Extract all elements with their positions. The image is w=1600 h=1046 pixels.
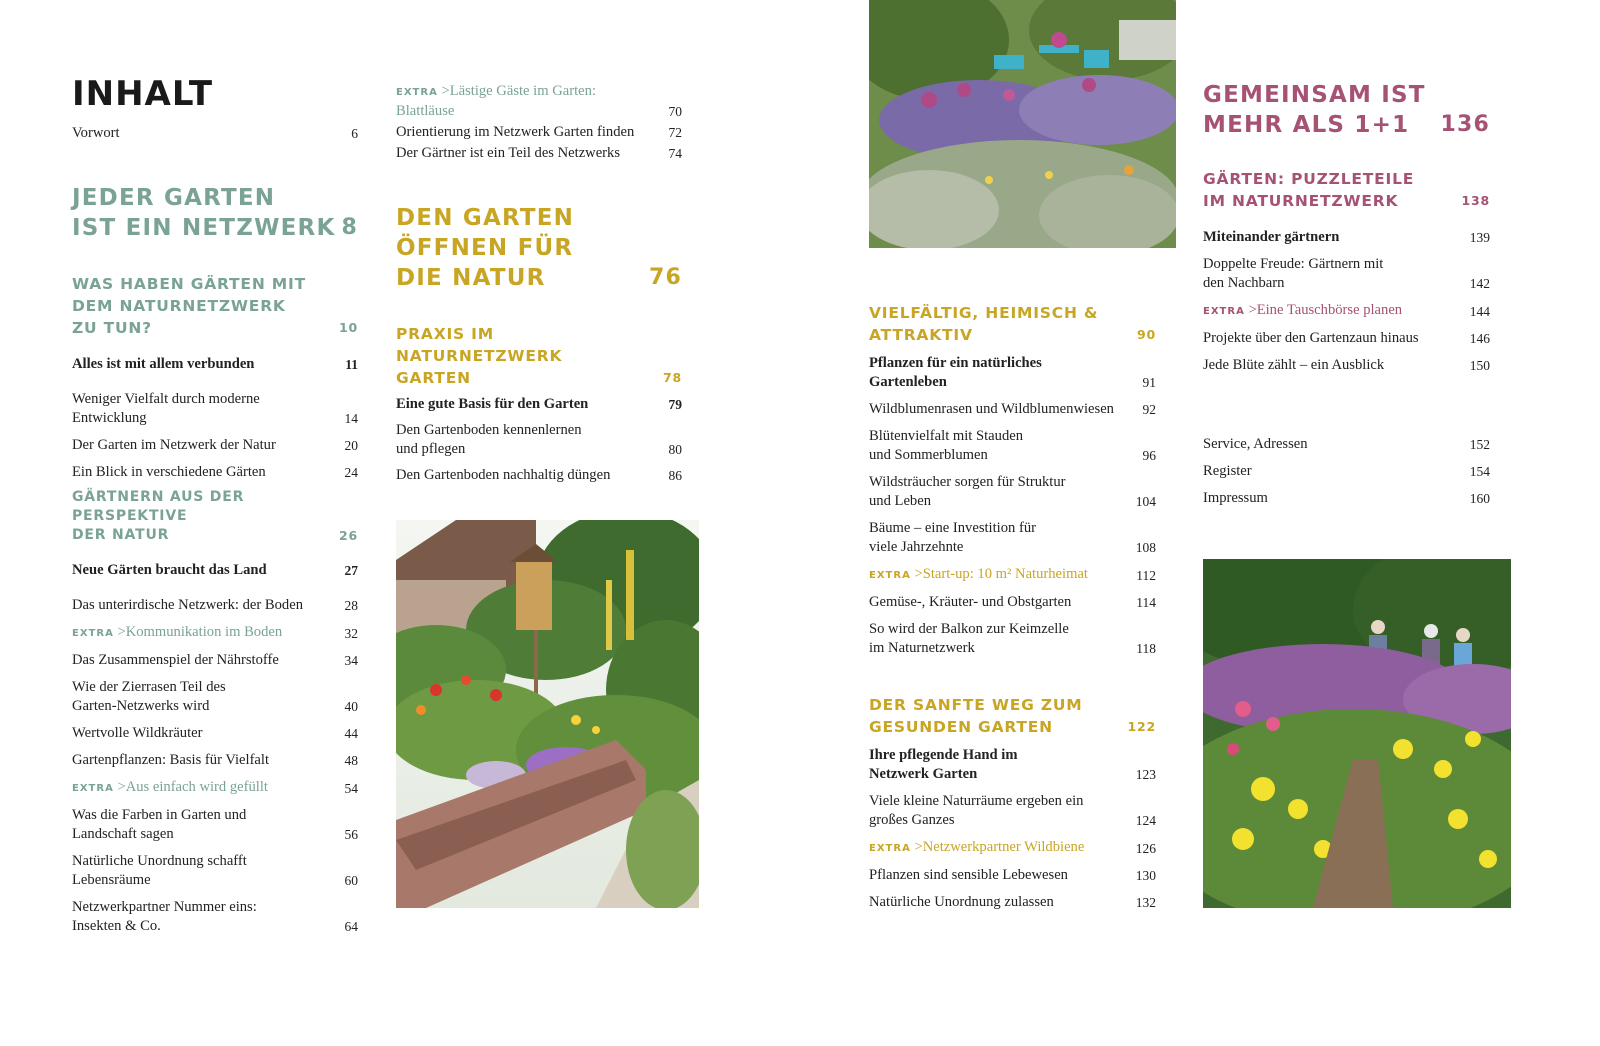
- toc-entry-extra[interactable]: [396, 82, 682, 121]
- toc-entry-extra[interactable]: [869, 565, 1156, 585]
- section-page: 122: [1127, 719, 1156, 734]
- toc-entry-page: 152: [1469, 437, 1490, 452]
- garden-illustration: [1203, 559, 1511, 908]
- toc-entry-line: Ihre pflegende Hand im: [869, 747, 1018, 763]
- toc-entry-line: Netzwerk Garten: [869, 766, 978, 782]
- toc-entry-page: 132: [1135, 895, 1156, 910]
- section-heading-line: GARTEN: [396, 369, 471, 387]
- toc-entry[interactable]: [869, 427, 1156, 465]
- toc-entry-label: Der Gärtner ist ein Teil des Netzwerks: [396, 145, 621, 161]
- section-heading-3[interactable]: [396, 323, 682, 389]
- toc-entry-label: Wildblumenrasen und Wildblumenwiesen: [869, 401, 1114, 417]
- toc-entry-page: 79: [668, 397, 682, 412]
- toc-entry-extra[interactable]: [869, 838, 1156, 858]
- section-heading-line: DER SANFTE WEG ZUM: [869, 696, 1083, 714]
- toc-entry-label: Das Zusammenspiel der Nährstoffe: [72, 652, 279, 668]
- toc-entry-page: 92: [1142, 402, 1156, 417]
- toc-entry-label: Service, Adressen: [1203, 436, 1308, 452]
- section-heading-1[interactable]: [72, 273, 358, 339]
- toc-entry-page: 27: [344, 563, 358, 578]
- toc-entry-label: Impressum: [1203, 490, 1268, 506]
- extra-tag: EXTRA: [396, 87, 438, 98]
- section-heading-line: IM NATURNETZWERK: [1203, 192, 1399, 210]
- toc-entry-label: Jede Blüte zählt – ein Ausblick: [1203, 357, 1385, 373]
- garden-illustration: [869, 0, 1176, 248]
- section-heading-6[interactable]: [1203, 168, 1490, 212]
- chapter-heading-3[interactable]: [1203, 80, 1490, 140]
- chapter-page: 76: [648, 265, 682, 290]
- toc-entry-page: 74: [668, 146, 682, 161]
- toc-entry-page: 60: [344, 873, 358, 888]
- garden-photo-people-flowers: [1203, 559, 1511, 908]
- toc-entry-page: 72: [668, 125, 682, 140]
- extra-tag: EXTRA: [869, 843, 911, 854]
- section-heading-line: DER NATUR: [72, 527, 170, 543]
- section-page: 78: [663, 370, 682, 385]
- toc-entry[interactable]: [869, 400, 1156, 419]
- chapter-heading-2[interactable]: [396, 203, 682, 293]
- toc-entry-line: Entwicklung: [72, 410, 147, 426]
- toc-entry-page: 64: [344, 919, 358, 934]
- toc-entry[interactable]: [869, 593, 1156, 612]
- toc-entry-page: 40: [344, 699, 358, 714]
- toc-entry-page: 108: [1135, 540, 1156, 555]
- section-page: 10: [339, 320, 358, 335]
- toc-entry-page: 146: [1469, 331, 1490, 346]
- toc-entry-label: Miteinander gärtnern: [1203, 229, 1340, 245]
- extra-tag: EXTRA: [1203, 306, 1245, 317]
- chapter-page: 136: [1440, 112, 1490, 137]
- toc-entry-line: Gartenleben: [869, 374, 947, 390]
- toc-entry[interactable]: [72, 436, 358, 455]
- toc-entry-label: Gemüse-, Kräuter- und Obstgarten: [869, 594, 1072, 610]
- toc-entry-label: Das unterirdische Netzwerk: der Boden: [72, 597, 303, 613]
- toc-entry[interactable]: [72, 751, 358, 770]
- toc-entry-page: 104: [1135, 494, 1156, 509]
- toc-entry-page: 144: [1469, 304, 1490, 319]
- toc-entry-line: Netzwerkpartner Nummer eins:: [72, 899, 257, 915]
- toc-entry-page: 142: [1469, 276, 1490, 291]
- toc-entry-line: Pflanzen für ein natürliches: [869, 355, 1042, 371]
- toc-entry-label: Wertvolle Wildkräuter: [72, 725, 203, 741]
- toc-entry[interactable]: [1203, 489, 1490, 508]
- toc-entry-line: viele Jahrzehnte: [869, 539, 964, 555]
- toc-entry[interactable]: [72, 852, 358, 890]
- section-heading-2[interactable]: [72, 488, 358, 545]
- toc-entry-extra[interactable]: [72, 778, 358, 798]
- toc-column-3: [869, 302, 1156, 912]
- toc-entry-label: Vorwort: [72, 125, 120, 141]
- toc-entry-page: 70: [668, 104, 682, 119]
- chapter-heading-line: DEN GARTEN: [396, 205, 575, 231]
- toc-entry[interactable]: [72, 561, 358, 580]
- toc-entry-page: 118: [1136, 641, 1156, 656]
- toc-entry-line: im Naturnetzwerk: [869, 640, 975, 656]
- toc-entry-page: 86: [668, 468, 682, 483]
- toc-entry-page: 14: [344, 411, 358, 426]
- toc-entry-page: 80: [668, 442, 682, 457]
- section-heading-4[interactable]: [869, 302, 1156, 346]
- toc-entry[interactable]: [1203, 462, 1490, 481]
- toc-entry-line: und Leben: [869, 493, 932, 509]
- toc-entry[interactable]: [72, 678, 358, 716]
- toc-entry[interactable]: [72, 898, 358, 936]
- toc-entry-line: Blattläuse: [396, 103, 455, 119]
- section-page: 90: [1137, 327, 1156, 342]
- toc-column-2: [396, 82, 682, 485]
- toc-entry-page: 150: [1469, 358, 1490, 373]
- section-page: 138: [1461, 193, 1490, 208]
- toc-entry-label: >Eine Tauschbörse planen: [1248, 302, 1403, 318]
- toc-entry-label: Der Garten im Netzwerk der Natur: [72, 437, 276, 453]
- extra-tag: EXTRA: [869, 570, 911, 581]
- section-page: 26: [339, 528, 358, 543]
- toc-entry[interactable]: [396, 395, 682, 414]
- toc-entry-extra[interactable]: [1203, 301, 1490, 321]
- toc-entry-label: Ein Blick in verschiedene Gärten: [72, 464, 266, 480]
- toc-entry[interactable]: [72, 390, 358, 428]
- toc-entry-label: >Start-up: 10 m² Naturheimat: [914, 566, 1088, 582]
- toc-entry[interactable]: [396, 421, 682, 459]
- toc-entry-line: Bäume – eine Investition für: [869, 520, 1036, 536]
- toc-entry[interactable]: [869, 519, 1156, 557]
- toc-entry-line: Den Gartenboden kennenlernen: [396, 422, 582, 438]
- toc-entry-label: Natürliche Unordnung zulassen: [869, 894, 1054, 910]
- toc-entry-label: Orientierung im Netzwerk Garten finden: [396, 124, 635, 140]
- section-heading-line: GESUNDEN GARTEN: [869, 718, 1053, 736]
- toc-entry-line: und Sommerblumen: [869, 447, 988, 463]
- garden-photo-blue-chairs: [869, 0, 1176, 248]
- toc-entry-label: >Aus einfach wird gefüllt: [117, 779, 268, 795]
- toc-entry-line: großes Ganzes: [869, 812, 955, 828]
- toc-entry-label: Projekte über den Gartenzaun hinaus: [1203, 330, 1419, 346]
- section-heading-5[interactable]: [869, 694, 1156, 738]
- toc-entry-page: 54: [344, 781, 358, 796]
- toc-entry[interactable]: [72, 806, 358, 844]
- toc-entry-line: Insekten & Co.: [72, 918, 161, 934]
- toc-entry-page: 139: [1469, 230, 1490, 245]
- toc-entry-label: >Kommunikation im Boden: [117, 624, 283, 640]
- toc-entry-page: 32: [344, 626, 358, 641]
- toc-entry-label: Register: [1203, 463, 1252, 479]
- toc-entry-line: Wie der Zierrasen Teil des: [72, 679, 226, 695]
- section-heading-line: DEM NATURNETZWERK: [72, 297, 286, 315]
- toc-entry[interactable]: [1203, 435, 1490, 454]
- toc-entry[interactable]: [1203, 329, 1490, 348]
- section-heading-line: GÄRTNERN AUS DER PERSPEKTIVE: [72, 489, 245, 524]
- toc-entry-page: 126: [1135, 841, 1156, 856]
- toc-entry-label: Den Gartenboden nachhaltig düngen: [396, 467, 611, 483]
- toc-entry[interactable]: [396, 144, 682, 163]
- toc-entry[interactable]: [869, 792, 1156, 830]
- toc-entry-label: Alles ist mit allem verbunden: [72, 356, 255, 372]
- toc-entry[interactable]: [72, 651, 358, 670]
- chapter-heading-line: JEDER GARTEN: [72, 185, 276, 211]
- toc-entry-label: Pflanzen sind sensible Lebewesen: [869, 867, 1068, 883]
- chapter-heading-1[interactable]: [72, 183, 358, 243]
- toc-entry-vorwort[interactable]: [72, 124, 358, 143]
- toc-entry-page: 114: [1136, 595, 1156, 610]
- toc-entry-line: >Lästige Gäste im Garten:: [441, 83, 596, 99]
- toc-entry-label: Neue Gärten braucht das Land: [72, 562, 267, 578]
- toc-entry-page: 44: [344, 726, 358, 741]
- toc-entry-page: 123: [1135, 767, 1156, 782]
- toc-entry[interactable]: [72, 355, 358, 374]
- toc-entry-page: 96: [1142, 448, 1156, 463]
- toc-entry[interactable]: [72, 596, 358, 615]
- toc-entry-page: 28: [344, 598, 358, 613]
- chapter-heading-line: ÖFFNEN FÜR: [396, 235, 574, 261]
- toc-entry-page: 6: [351, 126, 358, 141]
- toc-entry-line: Viele kleine Naturräume ergeben ein: [869, 793, 1084, 809]
- chapter-heading-line: GEMEINSAM IST: [1203, 82, 1426, 108]
- toc-entry-line: und pflegen: [396, 441, 466, 457]
- toc-entry-label: Eine gute Basis für den Garten: [396, 396, 589, 412]
- toc-entry[interactable]: [1203, 228, 1490, 247]
- section-heading-line: ATTRAKTIV: [869, 326, 973, 344]
- toc-entry[interactable]: [1203, 255, 1490, 293]
- toc-entry[interactable]: [869, 746, 1156, 784]
- garden-illustration: [396, 520, 699, 908]
- chapter-heading-line: IST EIN NETZWERK: [72, 215, 336, 241]
- extra-tag: EXTRA: [72, 783, 114, 794]
- toc-entry-page: 130: [1135, 868, 1156, 883]
- chapter-heading-line: MEHR ALS 1+1: [1203, 112, 1410, 138]
- toc-entry-line: den Nachbarn: [1203, 275, 1285, 291]
- toc-column-1: [72, 74, 358, 936]
- toc-entry-label: Gartenpflanzen: Basis für Vielfalt: [72, 752, 270, 768]
- section-heading-line: ZU TUN?: [72, 319, 152, 337]
- right-page: [800, 0, 1600, 1046]
- toc-entry[interactable]: [396, 466, 682, 485]
- section-heading-line: GÄRTEN: PUZZLETEILE: [1203, 170, 1415, 188]
- section-heading-line: VIELFÄLTIG, HEIMISCH &: [869, 304, 1099, 322]
- toc-entry-line: Landschaft sagen: [72, 826, 174, 842]
- toc-entry-line: Weniger Vielfalt durch moderne: [72, 391, 260, 407]
- page-title: INHALT: [72, 74, 214, 114]
- toc-entry[interactable]: [869, 473, 1156, 511]
- toc-entry[interactable]: [396, 123, 682, 142]
- toc-entry[interactable]: [869, 866, 1156, 885]
- toc-entry[interactable]: [1203, 356, 1490, 375]
- toc-entry-page: 24: [344, 465, 358, 480]
- toc-entry[interactable]: [72, 724, 358, 743]
- toc-entry-label: >Netzwerkpartner Wildbiene: [914, 839, 1085, 855]
- toc-entry-page: 124: [1135, 813, 1156, 828]
- toc-entry[interactable]: [869, 893, 1156, 912]
- toc-entry-line: So wird der Balkon zur Keimzelle: [869, 621, 1069, 637]
- toc-entry-page: 160: [1469, 491, 1490, 506]
- toc-column-4: [1203, 80, 1490, 508]
- toc-entry-page: 112: [1136, 568, 1156, 583]
- toc-entry-page: 20: [344, 438, 358, 453]
- toc-entry-page: 48: [344, 753, 358, 768]
- garden-photo-insect-hotel: [396, 520, 699, 908]
- toc-entry-line: Garten-Netzwerks wird: [72, 698, 210, 714]
- extra-tag: EXTRA: [72, 628, 114, 639]
- toc-entry-page: 91: [1142, 375, 1156, 390]
- toc-entry-line: Blütenvielfalt mit Stauden: [869, 428, 1024, 444]
- chapter-page: 8: [341, 215, 358, 240]
- section-heading-line: WAS HABEN GÄRTEN MIT: [72, 275, 306, 293]
- toc-entry-line: Lebensräume: [72, 872, 151, 888]
- toc-entry-line: Natürliche Unordnung schafft: [72, 853, 247, 869]
- toc-entry-page: 11: [345, 357, 358, 372]
- toc-entry[interactable]: [72, 463, 358, 482]
- section-heading-line: PRAXIS IM NATURNETZWERK: [396, 325, 563, 365]
- toc-entry[interactable]: [869, 354, 1156, 392]
- toc-entry-extra[interactable]: [72, 623, 358, 643]
- toc-entry[interactable]: [869, 620, 1156, 658]
- toc-entry-line: Wildsträucher sorgen für Struktur: [869, 474, 1066, 490]
- toc-entry-page: 154: [1469, 464, 1490, 479]
- toc-entry-page: 56: [344, 827, 358, 842]
- chapter-heading-line: DIE NATUR: [396, 265, 546, 291]
- toc-entry-line: Was die Farben in Garten und: [72, 807, 247, 823]
- toc-entry-line: Doppelte Freude: Gärtnern mit: [1203, 256, 1384, 272]
- toc-entry-page: 34: [344, 653, 358, 668]
